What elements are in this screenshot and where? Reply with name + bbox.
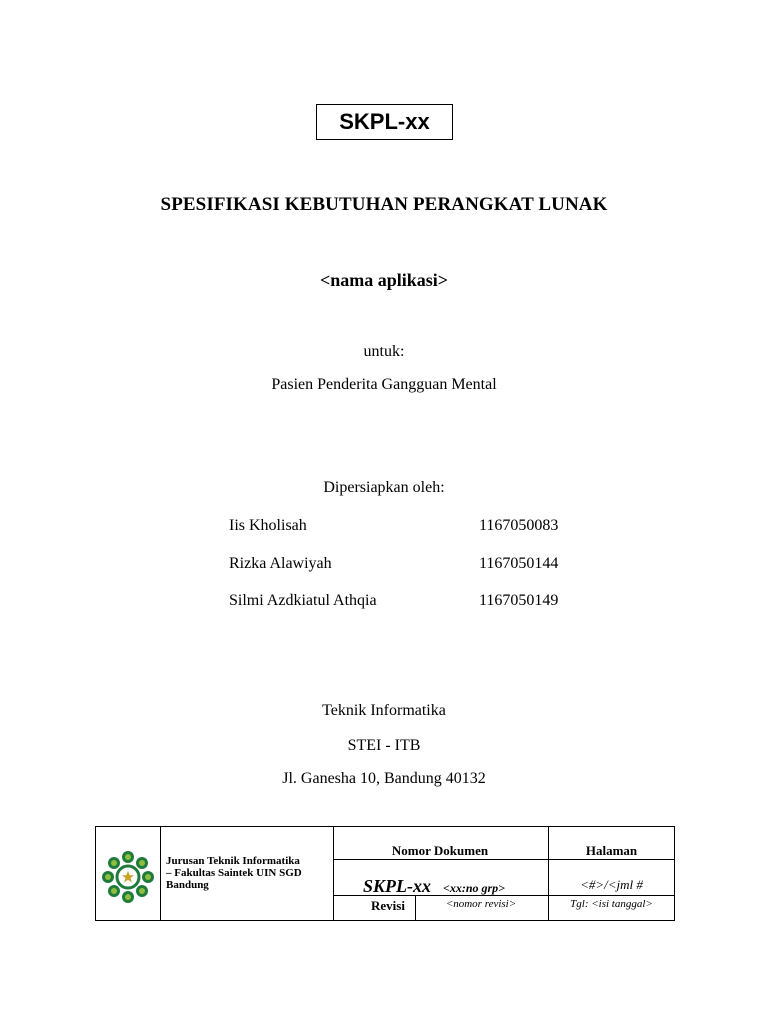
for-target: Pasien Penderita Gangguan Mental [271,376,497,393]
for-label: untuk: [363,343,405,360]
institution-line: Bandung [166,879,209,891]
application-name: <nama aplikasi> [319,270,449,290]
organization-department: Teknik Informatika [322,702,446,719]
institution-line: – Fakultas Saintek UIN SGD [166,867,302,879]
date-value: Tgl: <isi tanggal> [570,898,653,910]
footer-group-number: <xx:no grp> [443,881,506,895]
organization-school: STEI - ITB [347,737,421,754]
footer-document-code: SKPL-xx [363,876,432,896]
uin-sgd-logo-icon [100,849,156,905]
document-code-box [316,104,453,140]
author-name: Rizka Alawiyah [229,555,332,572]
document-footer-table [95,826,675,921]
document-code: SKPL-xx [339,109,430,134]
document-number-header: Nomor Dokumen [391,843,489,858]
prepared-by-label: Dipersiapkan oleh: [323,479,445,496]
institution-line: Jurusan Teknik Informatika [166,855,300,867]
revision-label: Revisi [371,898,405,913]
author-nim: 1167050083 [479,517,559,534]
organization-address: Jl. Ganesha 10, Bandung 40132 [282,770,486,787]
page-header: Halaman [585,843,638,858]
page-number-value: <#>/<jml # [580,877,643,892]
revision-value: <nomor revisi> [445,898,517,910]
document-title: SPESIFIKASI KEBUTUHAN PERANGKAT LUNAK [160,194,608,215]
author-nim: 1167050144 [479,555,559,572]
author-name: Iis Kholisah [229,517,307,534]
author-name: Silmi Azdkiatul Athqia [229,592,377,609]
author-nim: 1167050149 [479,592,559,609]
institution-name [166,855,332,891]
